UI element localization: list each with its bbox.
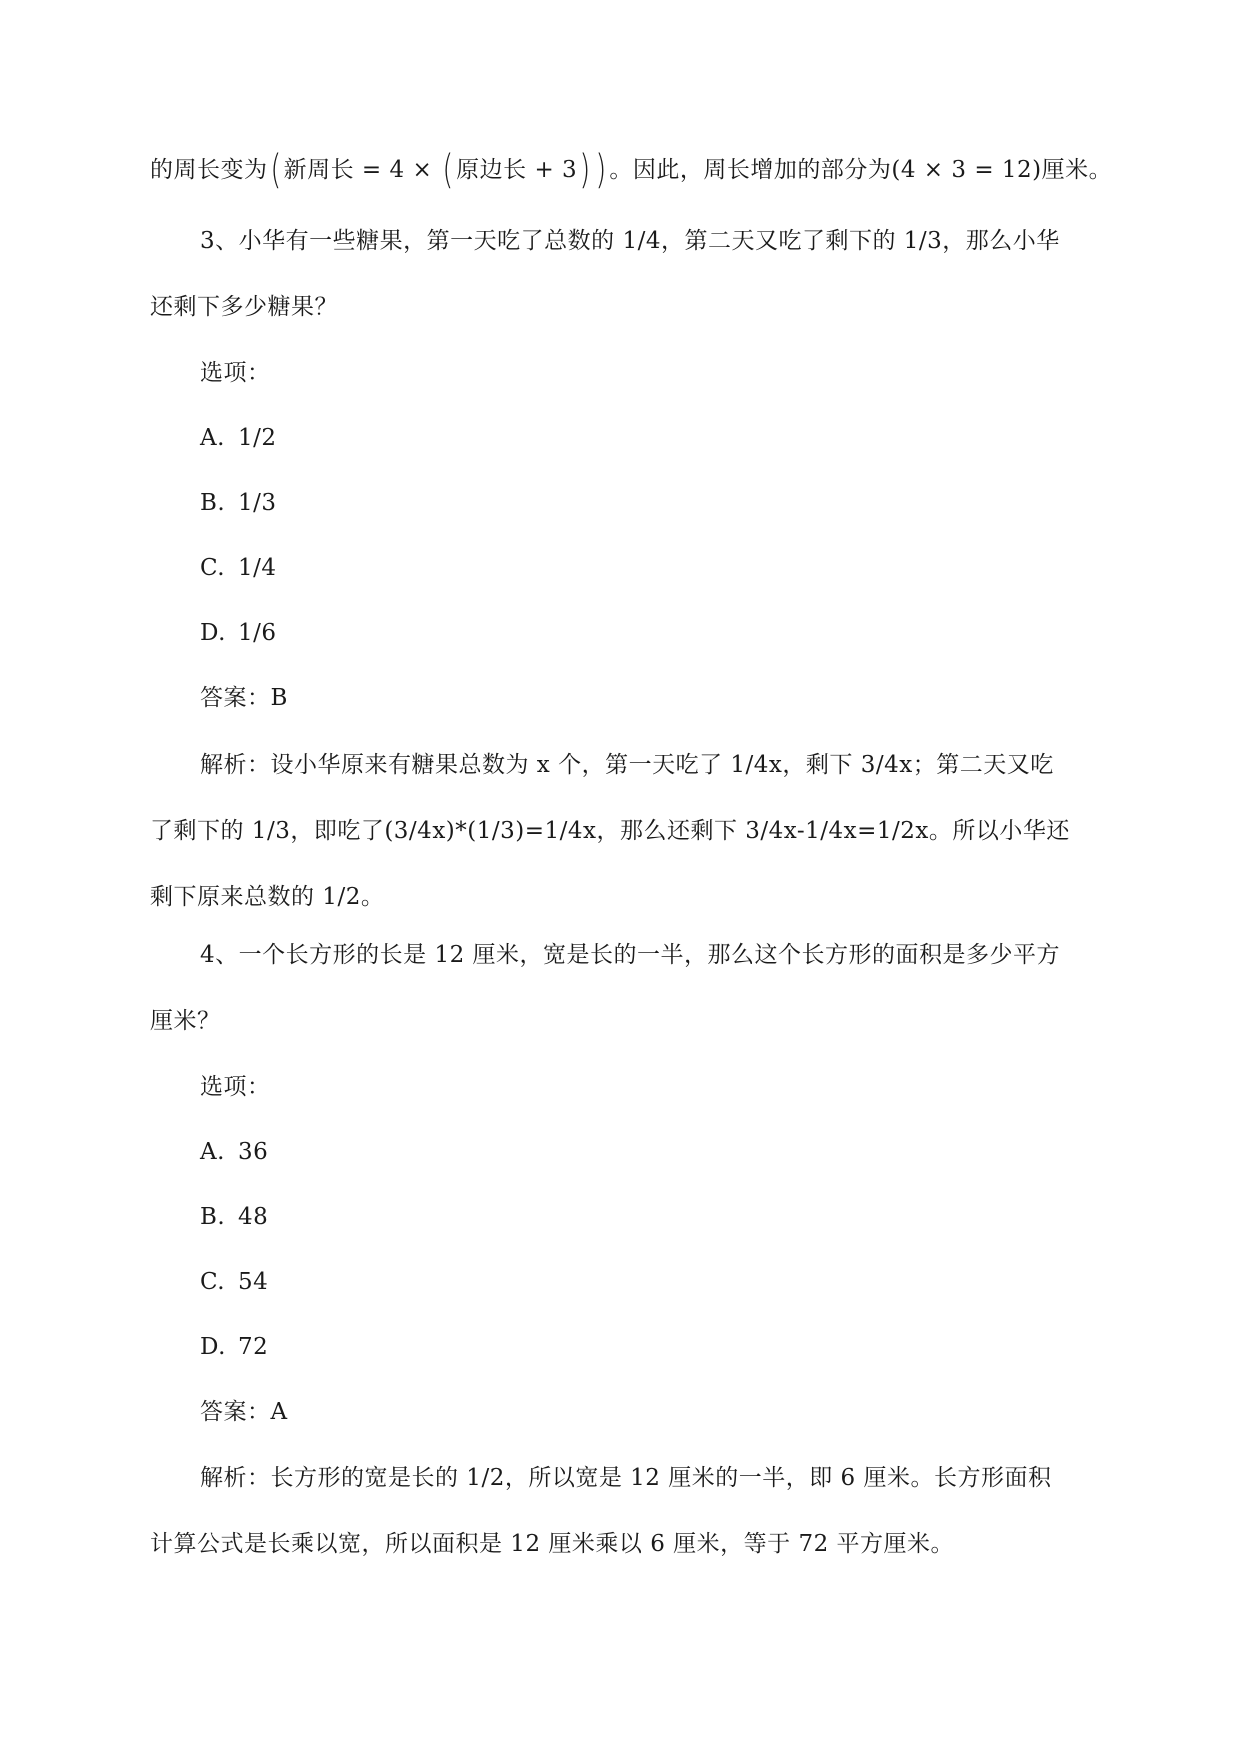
intro-prefix: 的周长变为 [150,157,268,183]
intro-middle: 。因此，周长增加的部分为 [609,157,892,183]
option-letter: D. [200,620,226,646]
formula-part2: 原边长 + 3 [456,157,578,183]
option-text: 72 [238,1334,269,1360]
option-letter: B. [200,1204,226,1230]
option-text: 48 [238,1204,269,1230]
q3-analysis-line3: 剩下原来总数的 1/2。 [150,884,385,910]
q3-option-c [200,553,277,583]
q3-analysis-line2: 了剩下的 1/3，即吃了(3/4x)*(1/3)=1/4x，那么还剩下 3/4x-1/4x=1/2x。所以小华还 [150,818,1070,844]
q3-analysis-line1: 解析：设小华原来有糖果总数为 x 个，第一天吃了 1/4x，剩下 3/4x；第二天又吃 [200,752,1054,778]
option-text: 1/2 [238,425,277,451]
q4-options-label: 选项： [200,1074,271,1100]
open-paren-inner: ( [442,147,454,193]
q3-option-d [200,618,277,648]
q4-analysis-line1: 解析：长方形的宽是长的 1/2，所以宽是 12 厘米的一半，即 6 厘米。长方形面积 [200,1465,1052,1491]
option-letter: A. [200,1139,225,1165]
q4-option-d [200,1332,268,1362]
close-paren-inner: ) [579,147,591,193]
option-letter: C. [200,555,226,581]
q3-question-line1: 3、小华有一些糖果，第一天吃了总数的 1/4，第二天又吃了剩下的 1/3，那么小华 [200,228,1060,254]
q4-answer: 答案：A [200,1399,288,1425]
option-letter: D. [200,1334,226,1360]
q3-question-line2: 还剩下多少糖果？ [150,294,338,320]
intro-suffix: 厘米。 [1041,157,1113,183]
option-letter: C. [200,1269,226,1295]
q3-option-a [200,423,277,453]
q3-option-b [200,488,277,518]
q4-question-line2: 厘米？ [150,1008,221,1034]
formula-part1: 新周长 = 4 × [283,157,441,183]
q4-question-line1: 4、一个长方形的长是 12 厘米，宽是长的一半，那么这个长方形的面积是多少平方 [200,942,1061,968]
option-text: 1/3 [238,490,277,516]
open-paren-outer: ( [269,147,282,193]
option-letter: B. [200,490,226,516]
option-text: 1/4 [238,555,277,581]
option-text: 36 [238,1139,269,1165]
option-letter: A. [200,425,225,451]
q4-analysis-line2: 计算公式是长乘以宽，所以面积是 12 厘米乘以 6 厘米，等于 72 平方厘米。 [150,1531,955,1557]
intro-formula-line [150,147,1113,193]
option-text: 54 [238,1269,269,1295]
q3-answer: 答案：B [200,685,288,711]
q4-option-c [200,1267,268,1297]
q4-option-b [200,1202,268,1232]
q4-option-a [200,1137,268,1167]
intro-expr: (4 × 3 = 12) [891,157,1042,183]
q3-options-label: 选项： [200,360,271,386]
option-text: 1/6 [238,620,277,646]
close-paren-outer: ) [595,147,607,193]
